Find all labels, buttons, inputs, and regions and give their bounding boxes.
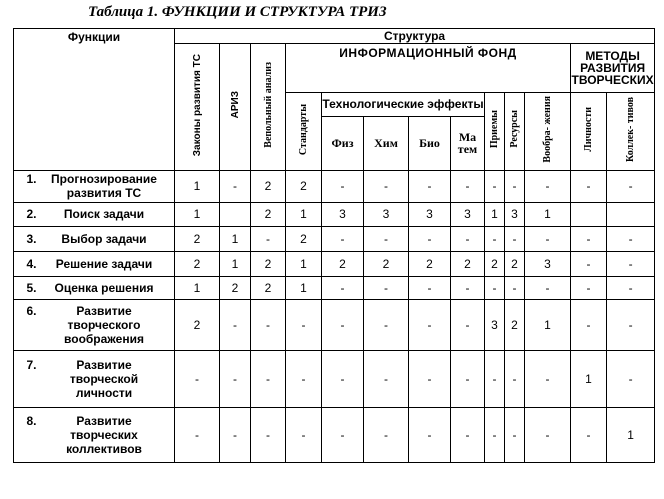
value-cell: 1 [175, 276, 220, 299]
function-number: 2. [26, 207, 37, 222]
value-cell: - [409, 299, 451, 350]
value-cell: - [607, 276, 655, 299]
value-cell: - [451, 170, 485, 202]
value-cell: - [607, 251, 655, 276]
value-cell: 3 [322, 202, 364, 226]
function-cell [14, 251, 175, 276]
value-cell: 2 [505, 299, 525, 350]
header-phys: Физ [322, 116, 364, 170]
header-math: Ма тем [451, 116, 485, 170]
value-cell: - [505, 170, 525, 202]
value-cell: - [409, 170, 451, 202]
value-cell: - [607, 350, 655, 407]
value-cell: - [451, 299, 485, 350]
function-number: 8. [26, 413, 37, 428]
value-cell: - [286, 299, 322, 350]
function-name: Развитие творческого воображения [64, 303, 144, 346]
table-row [14, 407, 655, 462]
value-cell: - [322, 170, 364, 202]
value-cell: - [286, 350, 322, 407]
value-cell: 2 [251, 170, 286, 202]
value-cell: - [571, 299, 607, 350]
function-name: Прогнозирование развития ТС [51, 172, 157, 201]
header-bio: Био [409, 116, 451, 170]
value-cell: - [525, 170, 571, 202]
value-cell: - [505, 276, 525, 299]
value-cell: - [571, 251, 607, 276]
value-cell: 1 [286, 251, 322, 276]
header-ariz: АРИЗ [220, 44, 251, 171]
value-cell: - [571, 276, 607, 299]
value-cell: 3 [409, 202, 451, 226]
header-resources: Ресурсы [505, 93, 525, 171]
value-cell: 3 [364, 202, 409, 226]
value-cell: - [251, 407, 286, 462]
table-caption: Таблица 1. ФУНКЦИИ И СТРУКТУРА ТРИЗ [88, 4, 387, 20]
value-cell: 2 [251, 202, 286, 226]
function-number: 4. [26, 256, 37, 271]
function-cell [14, 299, 175, 350]
value-cell: - [251, 299, 286, 350]
function-cell [14, 350, 175, 407]
value-cell: 2 [251, 276, 286, 299]
value-cell: - [505, 226, 525, 251]
value-cell: 3 [485, 299, 505, 350]
value-cell: - [364, 407, 409, 462]
value-cell: - [251, 226, 286, 251]
value-cell: 1 [286, 276, 322, 299]
value-cell: 2 [251, 251, 286, 276]
value-cell: - [451, 407, 485, 462]
value-cell: 1 [485, 202, 505, 226]
value-cell: - [525, 350, 571, 407]
value-cell: 3 [525, 251, 571, 276]
function-cell [14, 276, 175, 299]
function-name: Развитие творческих коллективов [66, 413, 142, 456]
header-vepol: Вепольный анализ [251, 44, 286, 171]
value-cell: - [485, 276, 505, 299]
value-cell: - [485, 350, 505, 407]
table-row [14, 299, 655, 350]
value-cell: 2 [322, 251, 364, 276]
value-cell: - [451, 350, 485, 407]
header-functions: Функции [14, 29, 175, 171]
value-cell: 1 [607, 407, 655, 462]
header-tech-effects: Технологические эффекты [322, 93, 485, 117]
function-cell [14, 202, 175, 226]
function-number: 5. [26, 280, 37, 295]
value-cell: 3 [451, 202, 485, 226]
function-cell [14, 226, 175, 251]
value-cell: 3 [505, 202, 525, 226]
value-cell: 2 [451, 251, 485, 276]
table-row [14, 226, 655, 251]
value-cell: - [175, 350, 220, 407]
value-cell: 2 [286, 226, 322, 251]
value-cell: - [525, 276, 571, 299]
value-cell: 2 [364, 251, 409, 276]
value-cell: - [364, 170, 409, 202]
value-cell: 1 [220, 251, 251, 276]
value-cell [607, 202, 655, 226]
value-cell: 2 [485, 251, 505, 276]
value-cell: - [364, 350, 409, 407]
value-cell: - [364, 299, 409, 350]
value-cell: - [505, 407, 525, 462]
value-cell: - [286, 407, 322, 462]
value-cell: - [485, 170, 505, 202]
function-number: 1. [26, 172, 37, 187]
value-cell: - [364, 226, 409, 251]
value-cell: - [322, 407, 364, 462]
value-cell: - [485, 407, 505, 462]
value-cell: 2 [505, 251, 525, 276]
value-cell: 2 [409, 251, 451, 276]
value-cell: - [322, 299, 364, 350]
triz-table [13, 28, 655, 463]
value-cell: 1 [525, 202, 571, 226]
value-cell: - [607, 170, 655, 202]
value-cell: - [409, 226, 451, 251]
value-cell: 2 [175, 251, 220, 276]
value-cell: 2 [175, 226, 220, 251]
table-row [14, 251, 655, 276]
value-cell: - [251, 350, 286, 407]
value-cell [220, 202, 251, 226]
function-name: Решение задачи [55, 256, 153, 271]
header-structure: Структура [175, 29, 655, 44]
value-cell: - [220, 170, 251, 202]
value-cell: - [525, 407, 571, 462]
value-cell: - [322, 276, 364, 299]
value-cell [571, 202, 607, 226]
value-cell: 1 [175, 202, 220, 226]
header-personality: Личности [571, 93, 607, 171]
value-cell: - [451, 276, 485, 299]
value-cell: 2 [220, 276, 251, 299]
value-cell: 1 [220, 226, 251, 251]
function-name: Поиск задачи [63, 207, 145, 222]
value-cell: - [607, 299, 655, 350]
value-cell: - [607, 226, 655, 251]
function-name: Развитие творческой личности [69, 357, 139, 400]
value-cell: - [571, 170, 607, 202]
function-cell [14, 407, 175, 462]
value-cell: - [485, 226, 505, 251]
header-techniques: Приемы [485, 93, 505, 171]
value-cell: 1 [175, 170, 220, 202]
function-number: 7. [26, 357, 37, 372]
value-cell: - [322, 226, 364, 251]
value-cell: 1 [525, 299, 571, 350]
header-standards: Стандарты [286, 93, 322, 171]
header-collectives: Коллек- тивов [607, 93, 655, 171]
function-number: 6. [26, 303, 37, 318]
table-body [14, 170, 655, 462]
function-name: Выбор задачи [61, 231, 147, 246]
value-cell: - [525, 226, 571, 251]
value-cell: 1 [286, 202, 322, 226]
header-info-fund: ИНФОРМАЦИОННЫЙ ФОНД [286, 44, 571, 93]
function-cell [14, 170, 175, 202]
function-number: 3. [26, 231, 37, 246]
value-cell: - [364, 276, 409, 299]
value-cell: - [175, 407, 220, 462]
value-cell: 1 [571, 350, 607, 407]
function-name: Оценка решения [54, 280, 154, 295]
table-row [14, 170, 655, 202]
value-cell: - [571, 407, 607, 462]
value-cell: - [505, 350, 525, 407]
header-chem: Хим [364, 116, 409, 170]
value-cell: - [220, 407, 251, 462]
value-cell: 2 [175, 299, 220, 350]
value-cell: - [451, 226, 485, 251]
header-imagination: Вообра- жения [525, 93, 571, 171]
value-cell: - [409, 276, 451, 299]
value-cell: - [409, 350, 451, 407]
value-cell: 2 [286, 170, 322, 202]
value-cell: - [220, 299, 251, 350]
table-row [14, 350, 655, 407]
value-cell: - [220, 350, 251, 407]
value-cell: - [322, 350, 364, 407]
value-cell: - [409, 407, 451, 462]
value-cell: - [571, 226, 607, 251]
table-row [14, 202, 655, 226]
header-methods: МЕТОДЫ РАЗВИТИЯ ТВОРЧЕСКИХ [571, 44, 655, 93]
table-row [14, 276, 655, 299]
header-laws: Законы развития ТС [175, 44, 220, 171]
